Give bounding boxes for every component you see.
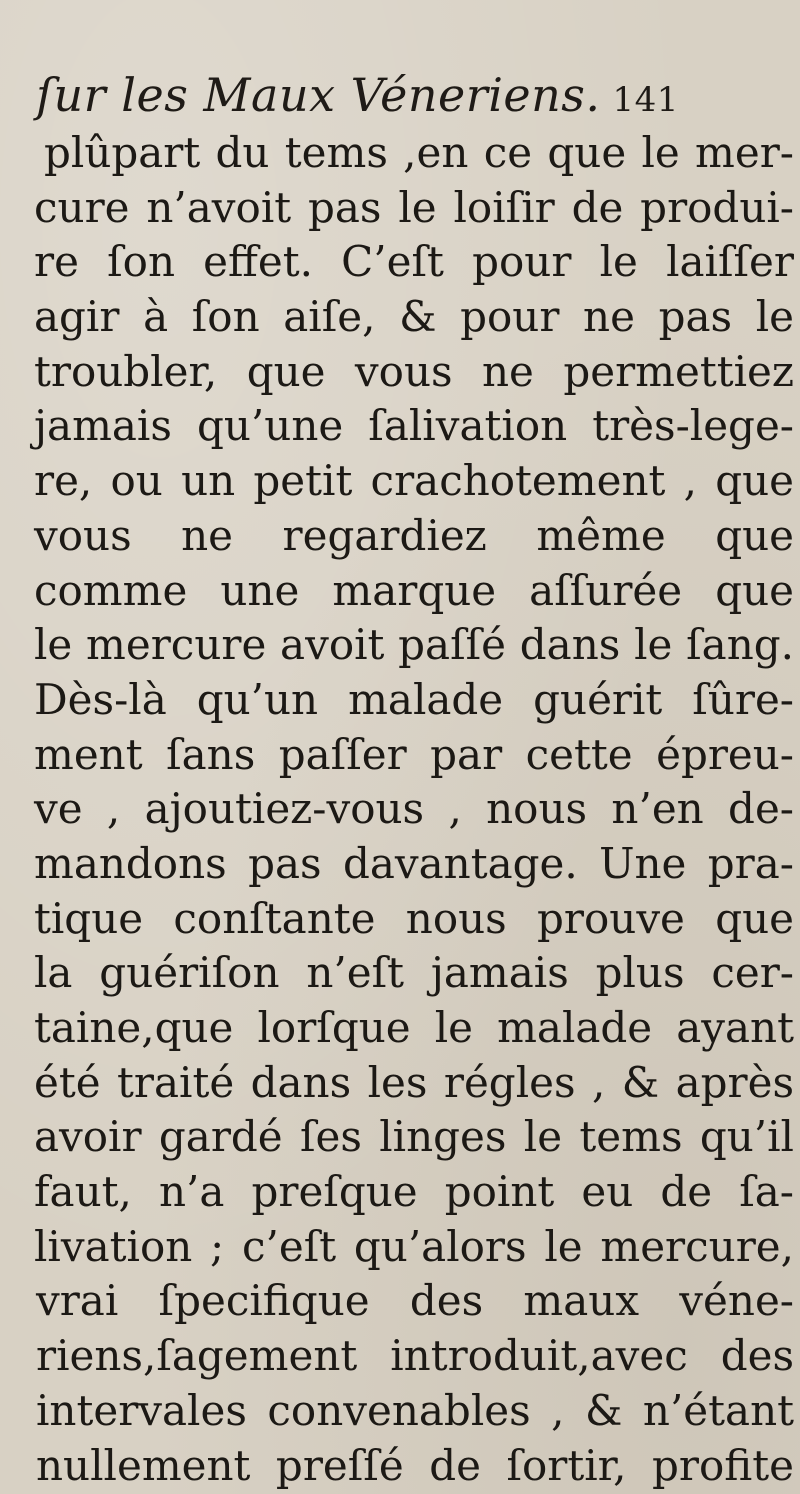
text-line: été traité dans les régles , & après (34, 1057, 794, 1107)
text-line: le mercure avoit paſſé dans le ſang. (34, 620, 794, 670)
text-line: cure n’avoit pas le loiſir de produi- (34, 182, 794, 232)
text-line: mandons pas davantage. Une pra- (34, 838, 794, 888)
text-line: riens,ſagement introduit,avec des (36, 1331, 794, 1381)
text-line: vrai ſpecifique des maux véne- (36, 1276, 794, 1326)
text-line: ment ſans paſſer par cette épreu- (34, 729, 794, 779)
text-line: intervales convenables , & n’étant (36, 1385, 794, 1435)
text-line: re ſon effet. C’eſt pour le laiſſer (34, 237, 794, 287)
text-line: jamais qu’une ſalivation très-lege- (34, 401, 794, 451)
text-line: taine,que lorſque le malade ayant (34, 1003, 794, 1052)
text-line: vous ne regardiez même que (34, 510, 794, 560)
text-line: plûpart du tems ,en ce que le mer- (44, 128, 794, 177)
text-line: nullement preſſé de ſortir, profite (36, 1440, 794, 1490)
text-line: ve , ajoutiez-vous , nous n’en de- (34, 784, 794, 834)
text-line: comme une marque aſſurée que (34, 565, 794, 615)
text-line: troubler, que vous ne permettiez (34, 346, 794, 396)
text-line: tique conſtante nous prouve que (34, 893, 794, 943)
text-line: re, ou un petit crachotement , que (34, 456, 794, 506)
body-text (14, 126, 794, 1493)
text-line: Dès-là qu’un malade guérit ſûre- (34, 674, 794, 724)
text-line: faut, n’a preſque point eu de ſa- (34, 1167, 794, 1217)
page-header (36, 68, 776, 128)
running-title: ſur les Maux Véneriens. (36, 68, 601, 122)
text-line: livation ; c’eſt qu’alors le mercure, (34, 1221, 794, 1271)
text-line: avoir gardé ſes linges le tems qu’il (34, 1112, 794, 1162)
text-line: agir à ſon aiſe, & pour ne pas le (34, 292, 794, 342)
page-number: 141 (612, 80, 679, 120)
text-line: la guériſon n’eſt jamais plus cer- (34, 948, 794, 998)
